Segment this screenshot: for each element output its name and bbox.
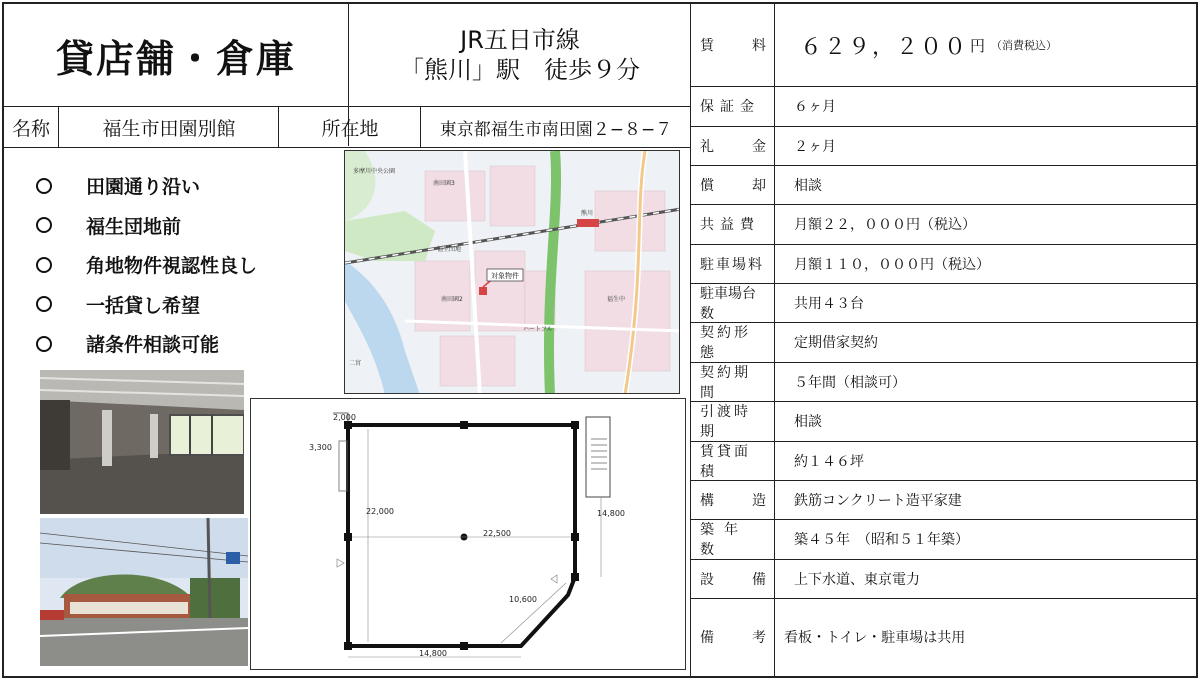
feature-text: 福生団地前 bbox=[86, 215, 182, 238]
train-line: JR五日市線 bbox=[460, 26, 580, 54]
label-char: 考 bbox=[752, 630, 766, 646]
exterior-photo bbox=[40, 518, 248, 666]
map-label: 二宮 bbox=[349, 360, 362, 367]
label-key-money bbox=[694, 126, 772, 165]
label-area bbox=[694, 441, 772, 480]
label-char: 設 bbox=[700, 571, 714, 588]
value-structure: 鉄筋コンクリート造平家建 bbox=[794, 492, 962, 509]
circle-bullet-icon bbox=[36, 336, 52, 352]
value-amortization: 相談 bbox=[794, 177, 822, 194]
dim-label: 22,000 bbox=[366, 507, 394, 516]
interior-photo bbox=[40, 370, 244, 514]
map-label: 多摩川中央公園 bbox=[353, 168, 396, 175]
label-char: 金 bbox=[752, 138, 766, 155]
label-char: 償 bbox=[700, 177, 714, 194]
rent-tax-note: （消費税込） bbox=[991, 39, 1058, 52]
dim-label: 10,600 bbox=[509, 595, 537, 604]
feature-text: 諸条件相談可能 bbox=[86, 334, 220, 357]
circle-bullet-icon bbox=[36, 257, 52, 273]
value-age: 築４５年 （昭和５１年築） bbox=[794, 532, 969, 548]
station-access: 「熊川」駅 徒歩９分 bbox=[400, 56, 640, 84]
dim-label: 14,800 bbox=[597, 509, 625, 518]
location-map bbox=[344, 150, 680, 394]
value-parking-count: 共用４３台 bbox=[794, 295, 864, 312]
label-text: 駐車場料 bbox=[700, 256, 764, 273]
rent-amount: ６２９，２００ bbox=[800, 34, 969, 60]
value-handover: 相談 bbox=[794, 414, 822, 430]
divider bbox=[58, 106, 59, 147]
label-text: 契約形態 bbox=[700, 325, 751, 361]
label-text: 賃貸面積 bbox=[700, 443, 751, 480]
label-parking-count bbox=[694, 283, 772, 322]
label-deposit bbox=[694, 86, 772, 126]
label-handover bbox=[694, 401, 772, 441]
location-label: 所在地 bbox=[321, 117, 379, 140]
map-label: ハートフル bbox=[523, 326, 553, 333]
label-char: 備 bbox=[752, 571, 766, 588]
dim-label: 14,800 bbox=[419, 649, 447, 658]
value-remarks: 看板・トイレ・駐車場は共用 bbox=[784, 630, 966, 646]
value-area: 約１４６坪 bbox=[794, 453, 864, 470]
label-char: 備 bbox=[700, 630, 714, 646]
map-target-label: 対象物件 bbox=[491, 272, 519, 280]
divider bbox=[278, 106, 279, 147]
divider bbox=[690, 4, 691, 678]
label-common-fee bbox=[694, 204, 772, 244]
label-text: 駐車場台数 bbox=[700, 285, 756, 322]
label-rent bbox=[694, 4, 772, 86]
value-equipment: 上下水道、東京電力 bbox=[794, 571, 920, 588]
label-char: 礼 bbox=[700, 138, 714, 155]
value-rent bbox=[780, 4, 1194, 86]
location-value: 東京都福生市南田園２−８−７ bbox=[439, 119, 673, 140]
map-label: 熊川 bbox=[581, 210, 594, 217]
dim-label: 3,300 bbox=[309, 443, 332, 452]
label-char: 却 bbox=[752, 177, 766, 194]
rent-unit: 円 bbox=[970, 36, 986, 55]
label-rent-char: 賃 bbox=[700, 38, 714, 54]
name-value: 福生市田園別館 bbox=[102, 117, 236, 140]
label-text: 保証金 bbox=[700, 99, 760, 115]
label-text: 契約期間 bbox=[700, 364, 751, 401]
map-label: 福生中 bbox=[607, 296, 626, 303]
feature-item bbox=[30, 285, 330, 325]
label-equipment bbox=[694, 559, 772, 598]
label-contract-period bbox=[694, 362, 772, 401]
feature-item bbox=[30, 206, 330, 246]
feature-item bbox=[30, 245, 330, 285]
value-common-fee: 月額２２，０００円（税込） bbox=[794, 217, 976, 233]
value-key-money: ２ヶ月 bbox=[794, 138, 836, 155]
name-label: 名称 bbox=[11, 117, 50, 140]
label-char: 造 bbox=[752, 492, 766, 509]
feature-text: 田園通り沿い bbox=[86, 176, 201, 199]
value-deposit: ６ヶ月 bbox=[794, 99, 836, 115]
label-char: 構 bbox=[700, 492, 714, 509]
value-parking-fee: 月額１１０，０００円（税込） bbox=[794, 256, 990, 273]
feature-item bbox=[30, 324, 330, 364]
map-label: 福生団地 bbox=[437, 246, 462, 253]
label-remarks bbox=[694, 598, 772, 676]
divider bbox=[4, 147, 690, 148]
map-label: 南田園2 bbox=[441, 296, 463, 303]
dim-label: 22,500 bbox=[483, 529, 511, 538]
label-parking-fee bbox=[694, 244, 772, 283]
feature-item bbox=[30, 166, 330, 206]
dim-label: 2,000 bbox=[333, 413, 356, 422]
circle-bullet-icon bbox=[36, 178, 52, 194]
label-text: 築年数 bbox=[700, 522, 748, 558]
circle-bullet-icon bbox=[36, 217, 52, 233]
map-label: 南田園3 bbox=[433, 180, 455, 187]
label-contract-type bbox=[694, 322, 772, 362]
label-rent-char: 料 bbox=[752, 38, 766, 54]
page-title: 貸店舗・倉庫 bbox=[55, 36, 296, 81]
feature-text: 一括貸し希望 bbox=[86, 294, 201, 317]
label-amortization bbox=[694, 165, 772, 204]
value-contract-period: ５年間（相談可） bbox=[794, 374, 906, 391]
circle-bullet-icon bbox=[36, 296, 52, 312]
label-structure bbox=[694, 480, 772, 519]
label-text: 共益費 bbox=[700, 217, 760, 233]
divider bbox=[420, 106, 421, 147]
feature-text: 角地物件視認性良し bbox=[86, 255, 258, 278]
label-text: 引渡時期 bbox=[700, 404, 751, 440]
station-info bbox=[350, 4, 690, 106]
value-contract-type: 定期借家契約 bbox=[794, 335, 878, 351]
feature-list bbox=[30, 166, 330, 364]
floor-plan bbox=[250, 398, 686, 670]
divider bbox=[774, 4, 775, 678]
label-age bbox=[694, 519, 772, 559]
